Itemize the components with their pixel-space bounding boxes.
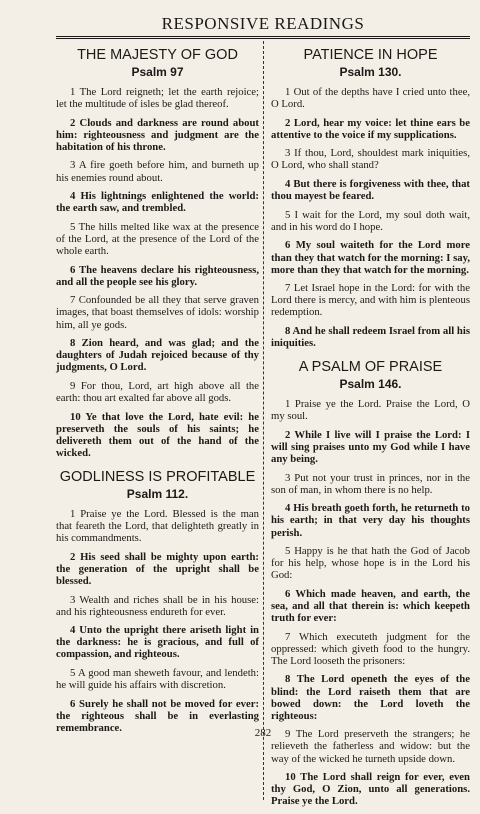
verse: 8 The Lord openeth the eyes of the blind: the Lord raiseth them that are bowed down: the Lord loveth the righteous: <box>271 673 470 722</box>
psalm-reference: Psalm 112. <box>126 486 189 501</box>
verse: 1 Out of the depths have I cried unto thee, O Lord. <box>271 86 470 111</box>
page-header: RESPONSIVE READINGS <box>56 14 470 39</box>
verse: 7 Confounded be all they that serve graven images, that boast themselves of idols: worship him, all ye gods. <box>56 294 259 331</box>
verse: 1 Praise ye the Lord. Praise the Lord, O my soul. <box>271 398 470 423</box>
section-title: GODLINESS IS PROFITABLE <box>59 468 256 485</box>
psalm-reference: Psalm 97 <box>131 65 184 79</box>
right-column <box>263 41 470 814</box>
verse: 6 The heavens declare his righteousness, and all the people see his glory. <box>56 263 259 288</box>
columns <box>56 41 470 814</box>
verse: 5 I wait for the Lord, my soul doth wait, and in his word do I hope. <box>271 208 470 233</box>
verse: 4 But there is forgiveness with thee, that thou mayest be feared. <box>271 178 470 203</box>
page-number: 282 <box>254 727 272 739</box>
verse: 10 Ye that love the Lord, hate evil: he preserveth the souls of his saints; he delivereth them out of the hand of the wicked. <box>56 410 259 459</box>
verse: 5 A good man sheweth favour, and lendeth: he will guide his affairs with discretion. <box>56 666 259 692</box>
verse: 1 Praise ye the Lord. Blessed is the man that feareth the Lord, that delighteth greatly in his commandments. <box>56 507 259 545</box>
reading-section <box>271 47 470 349</box>
verse: 4 His breath goeth forth, he returneth to his earth; in that very day his thoughts perish. <box>271 502 470 539</box>
verse: 3 Wealth and riches shall be in his house: and his righteousness endureth for ever. <box>56 593 259 618</box>
verse: 6 Which made heaven, and earth, the sea, and all that therein is: which keepeth truth for ever: <box>271 587 470 625</box>
verse: 4 Unto the upright there ariseth light in the darkness: he is gracious, and full of compassion, and righteous. <box>56 624 259 661</box>
reading-section <box>56 47 259 459</box>
psalm-reference: Psalm 130. <box>339 65 402 79</box>
verse: 2 Lord, hear my voice: let thine ears be attentive to the voice if my supplications. <box>271 116 470 141</box>
verse: 6 My soul waiteth for the Lord more than they that watch for the morning: I say, more than they that watch for the morning. <box>271 239 471 276</box>
verse: 8 Zion heard, and was glad; and the daughters of Judah rejoiced because of thy judgments, O Lord. <box>56 337 259 374</box>
verse: 5 The hills melted like wax at the presence of the Lord, at the presence of the Lord of the whole earth. <box>56 220 259 258</box>
verse: 2 His seed shall be mighty upon earth: the generation of the upright shall be blessed. <box>56 550 259 587</box>
section-title: THE MAJESTY OF GOD <box>77 47 238 63</box>
section-title: PATIENCE IN HOPE <box>303 47 438 63</box>
reading-section <box>56 469 259 734</box>
verse: 10 The Lord shall reign for ever, even thy God, O Zion, unto all generations. Praise ye the Lord. <box>271 771 470 808</box>
verse: 4 His lightnings enlightened the world: the earth saw, and trembled. <box>56 190 259 215</box>
psalm-reference: Psalm 146. <box>339 377 402 392</box>
verse: 7 Which executeth judgment for the oppressed: which giveth food to the hungry. The Lord looseth the prisoners: <box>271 630 470 667</box>
verse: 1 The Lord reigneth; let the earth rejoice; let the multitude of isles be glad thereof. <box>56 86 259 111</box>
verse: 2 Clouds and darkness are round about him: righteousness and judgment are the habitation of his throne. <box>56 116 259 153</box>
verse: 8 And he shall redeem Israel from all his iniquities. <box>271 325 470 350</box>
verse: 3 A fire goeth before him, and burneth up his enemies round about. <box>56 159 259 184</box>
column-divider <box>263 41 264 800</box>
verse: 7 Let Israel hope in the Lord: for with the Lord there is mercy, and with him is plenteous redemption. <box>271 282 470 319</box>
verse: 9 For thou, Lord, art high above all the earth: thou art exalted far above all gods. <box>56 379 259 404</box>
section-title: A PSALM OF PRAISE <box>298 359 443 376</box>
left-column <box>56 41 263 814</box>
reading-section <box>271 359 470 807</box>
verse: 9 The Lord preserveth the strangers; he relieveth the fatherless and widow: but the way of the wicked he turneth upside down. <box>271 728 470 765</box>
verse: 5 Happy is he that hath the God of Jacob for his help, whose hope is in the Lord his God: <box>271 545 470 582</box>
verse: 6 Surely he shall not be moved for ever: the righteous shall be in everlasting remembrance. <box>56 697 259 734</box>
verse: 2 While I live will I praise the Lord: I will sing praises unto my God while I have any being. <box>271 428 470 466</box>
verse: 3 Put not your trust in princes, nor in the son of man, in whom there is no help. <box>271 471 470 496</box>
verse: 3 If thou, Lord, shouldest mark iniquities, O Lord, who shall stand? <box>271 147 470 172</box>
